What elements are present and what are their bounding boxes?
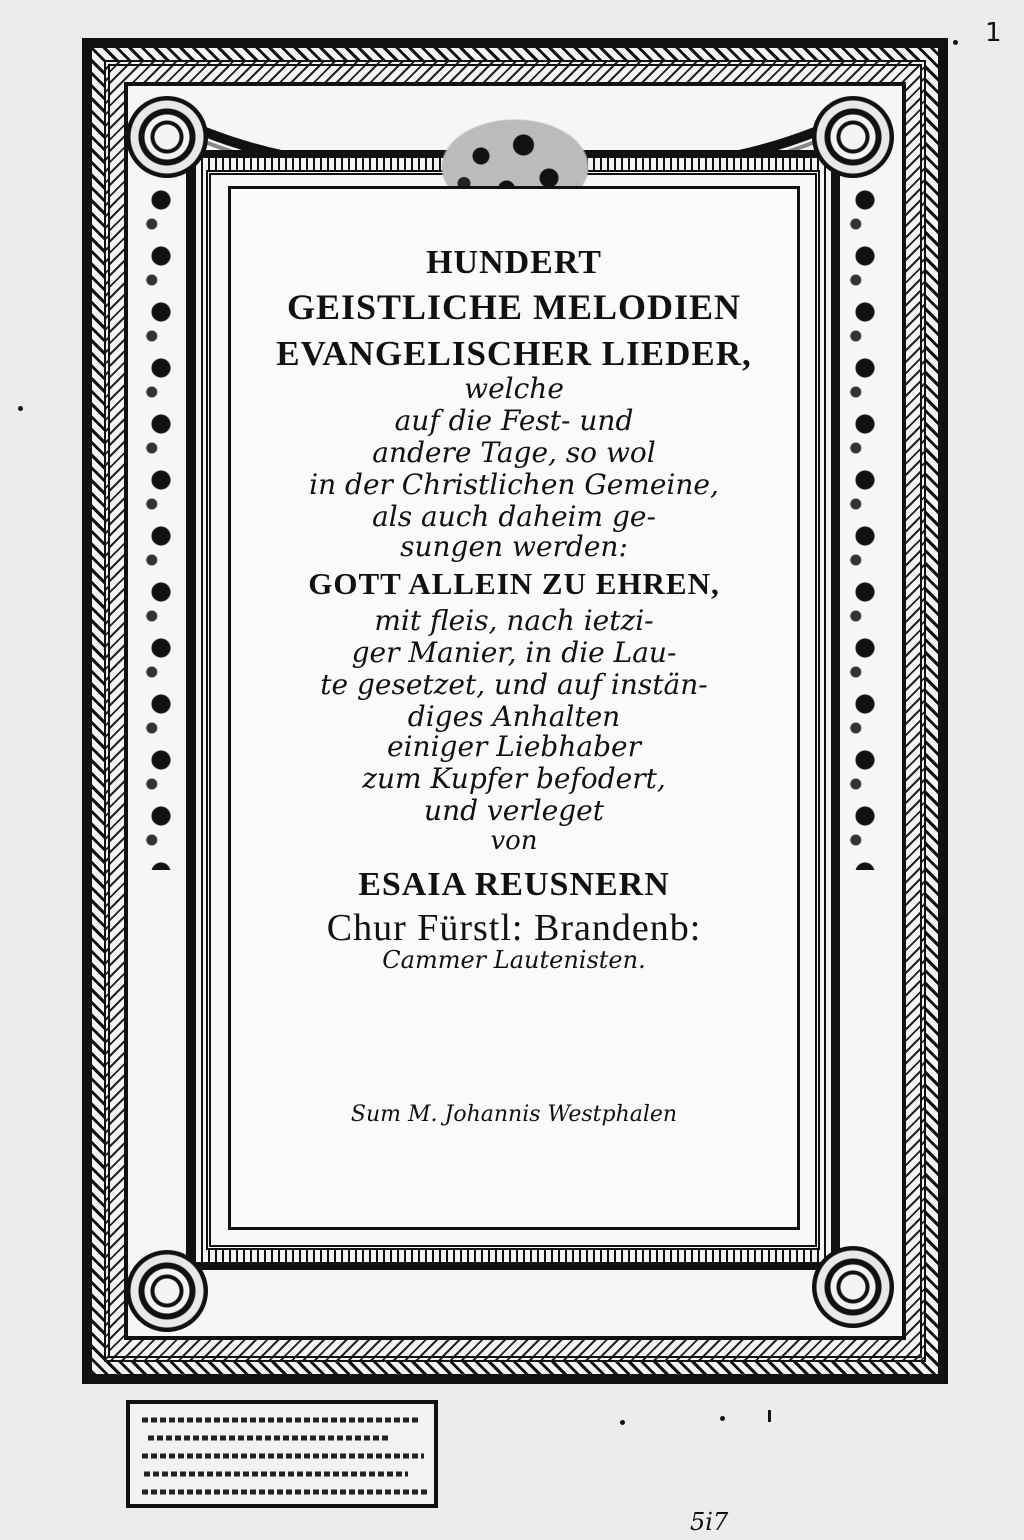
- title-line: in der Christlichen Gemeine,: [309, 468, 719, 501]
- author-office: Cammer Lautenisten.: [382, 946, 646, 974]
- title-line: diges Anhalten: [407, 700, 621, 733]
- author-name: ESAIA REUSNERN: [358, 866, 670, 903]
- left-garland-ornament: [138, 180, 184, 870]
- title-line: sungen werden:: [400, 530, 628, 563]
- right-garland-ornament: [842, 180, 888, 870]
- bottom-left-rosette-icon: [126, 1250, 208, 1332]
- title-line: mit fleis, nach ietzi-: [374, 604, 654, 637]
- title-line: und verleget: [424, 794, 604, 827]
- top-left-rosette-icon: [126, 96, 208, 178]
- top-right-rosette-icon: [812, 96, 894, 178]
- title-line: auf die Fest- und: [394, 404, 634, 437]
- ownership-signature: Sum M. Johannis Westphalen: [350, 1102, 678, 1127]
- title-line: ger Manier, in die Lau-: [351, 636, 677, 669]
- stamp-text-smudge: [138, 1412, 428, 1502]
- title-line: GEISTLICHE MELODIEN: [286, 287, 742, 327]
- title-line: zum Kupfer befodert,: [362, 762, 666, 795]
- title-line: GOTT ALLEIN ZU EHREN,: [308, 566, 720, 601]
- speck: [620, 1420, 625, 1425]
- speck: [720, 1416, 725, 1421]
- title-line: welche: [464, 372, 564, 405]
- speck: [768, 1410, 771, 1422]
- title-line: als auch daheim ge-: [372, 500, 656, 533]
- speck: [18, 406, 23, 411]
- title-line: einiger Liebhaber: [387, 730, 641, 763]
- title-line: EVANGELISCHER LIEDER,: [276, 334, 752, 373]
- archive-stamp: [126, 1400, 438, 1508]
- shelf-mark: 5i7: [690, 1508, 729, 1536]
- author-title: Chur Fürstl: Brandenb:: [326, 907, 702, 949]
- speck: [953, 40, 958, 45]
- title-line: te gesetzet, und auf instän-: [320, 668, 708, 701]
- title-line: von: [490, 826, 538, 856]
- title-line: andere Tage, so wol: [372, 436, 656, 469]
- title-line: HUNDERT: [426, 244, 602, 281]
- bottom-right-rosette-icon: [812, 1246, 894, 1328]
- page-number: 1: [985, 18, 1002, 48]
